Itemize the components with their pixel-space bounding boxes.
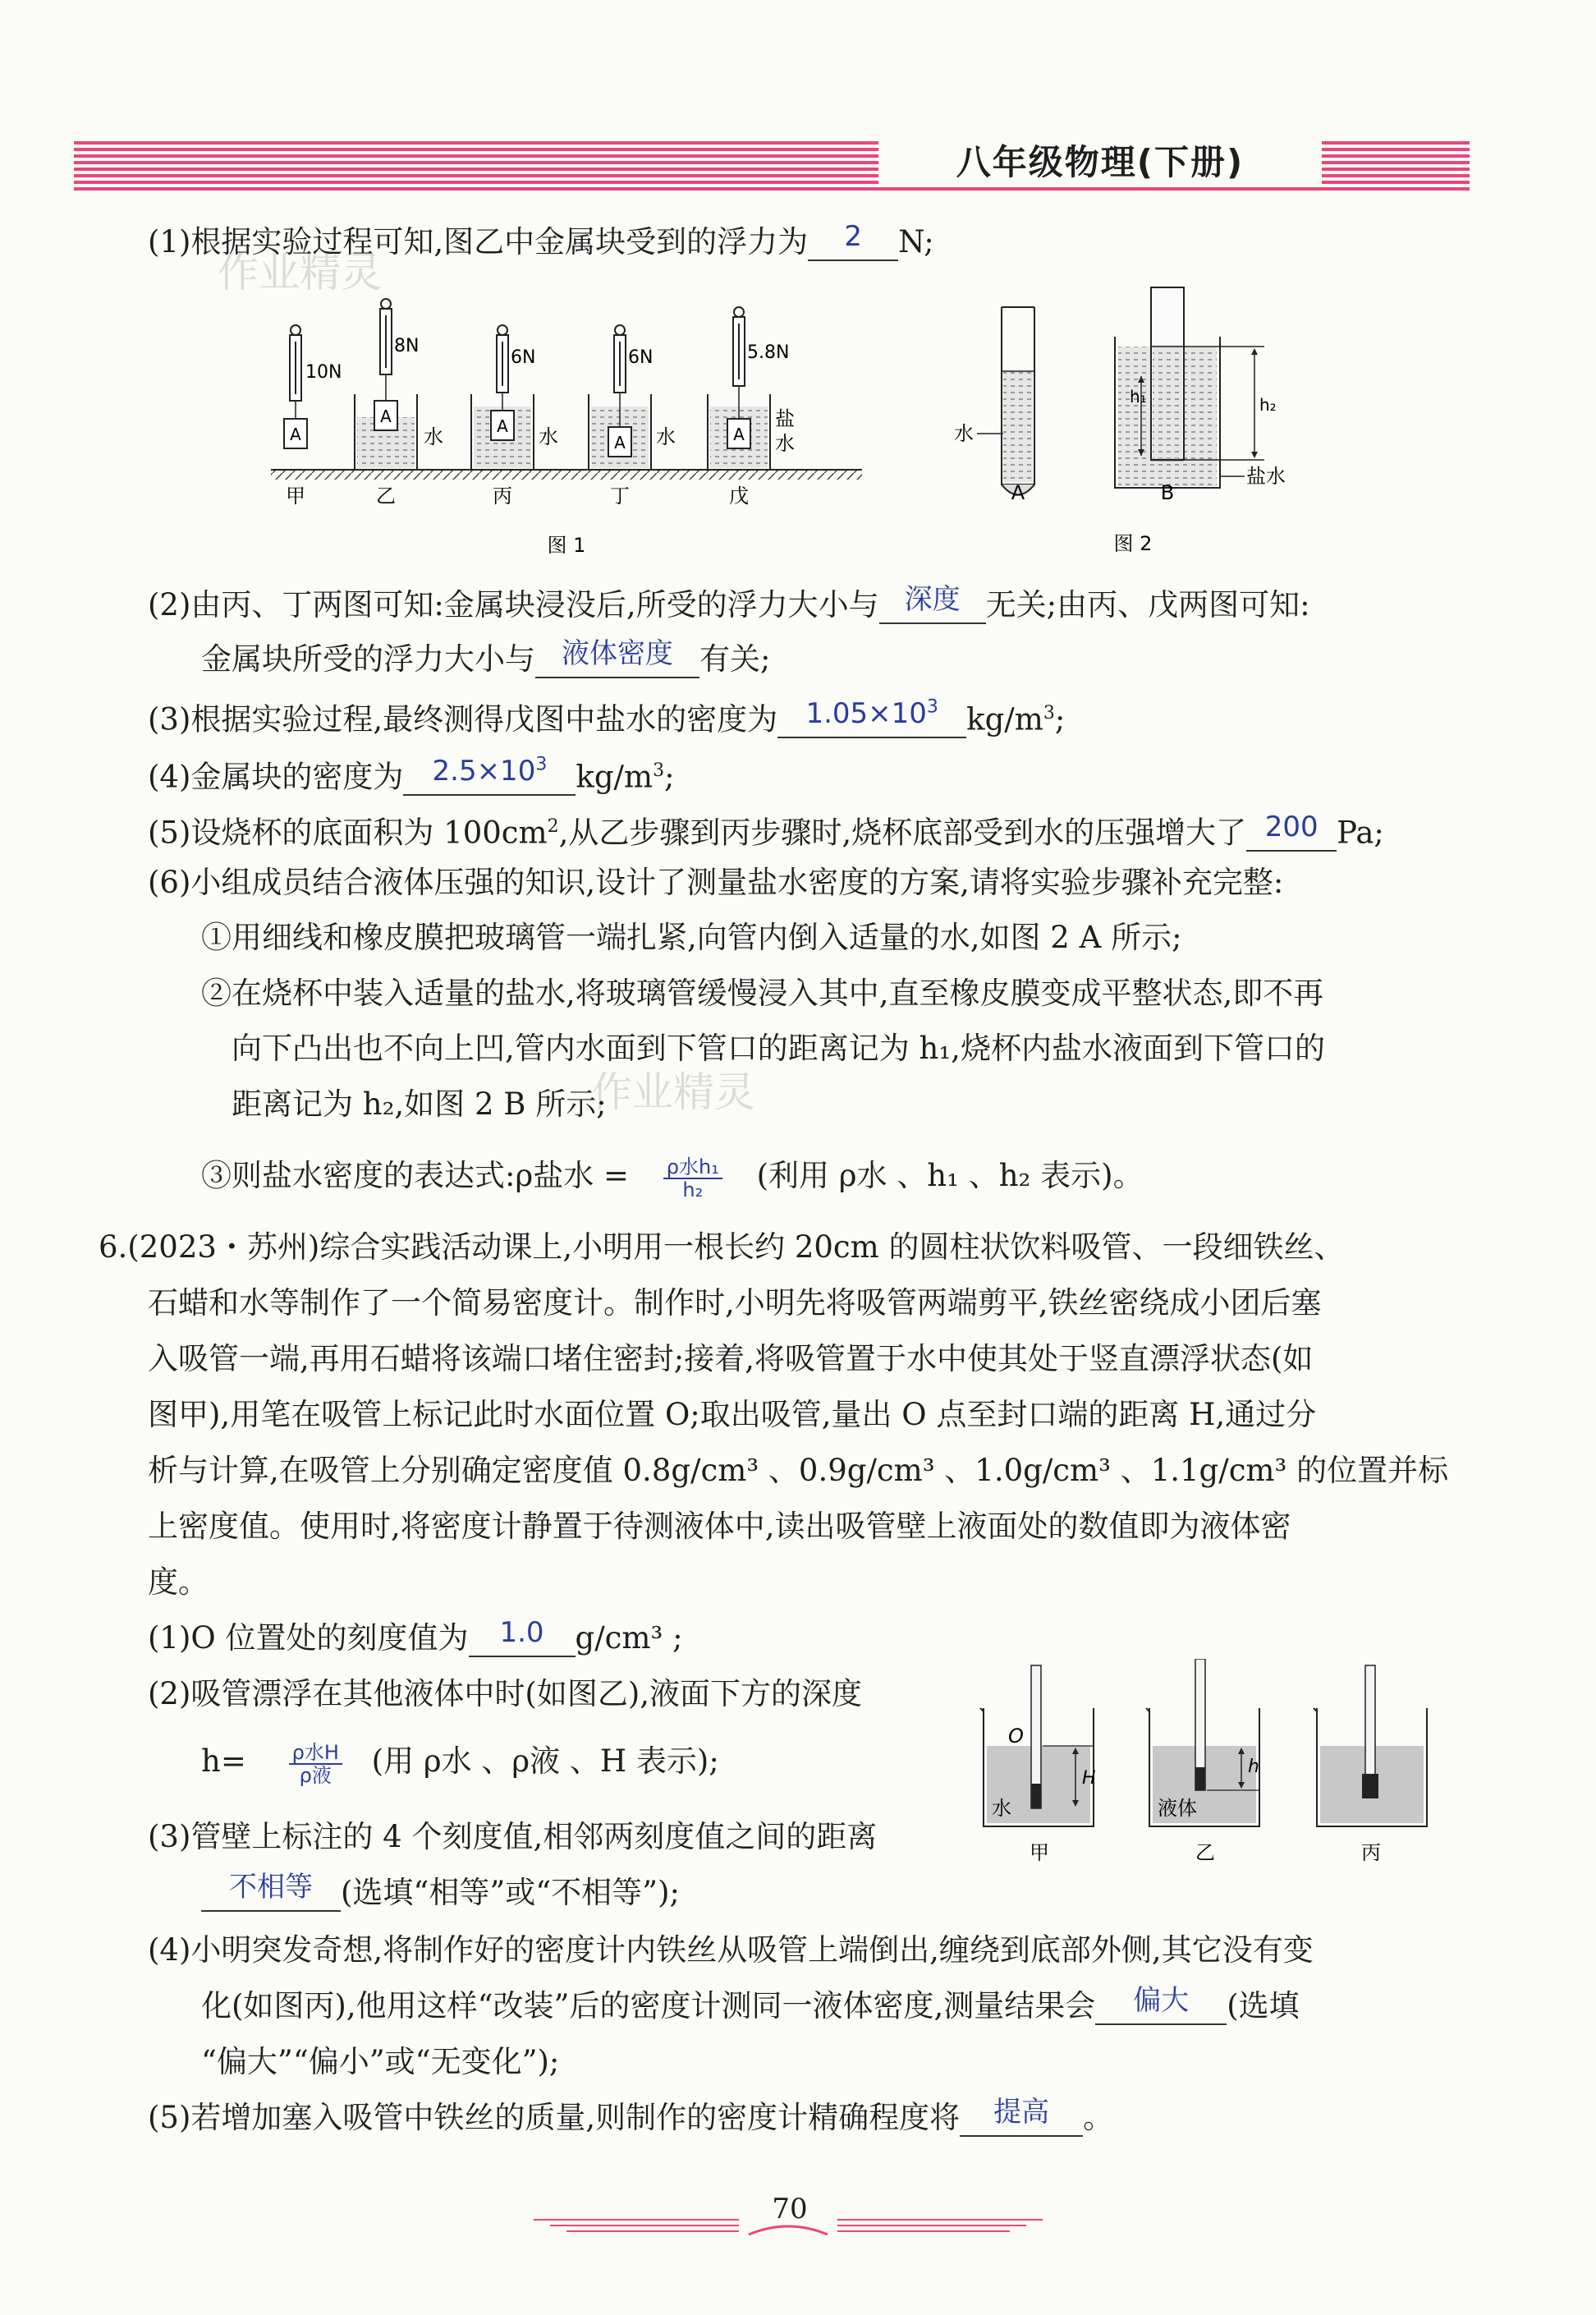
q6-part2-line2: h= $\frac{\text{ρ水H}}{\text{ρ液}}$ (用 ρ水 、ρ液 、H 表示); (201, 1740, 719, 1787)
q5-part5: (5)设烧杯的底面积为 $100cm^2$,从乙步骤到丙步骤时,烧杯底部受到水的压强增大了 200 Pa; (148, 811, 1384, 851)
q5-part2-line1: (2)由丙、丁两图可知:金属块浸没后,所受的浮力大小与 深度 无关;由丙、戊两图可知: (148, 583, 1310, 622)
page-number: 70 (772, 2193, 808, 2225)
q5-part2-answer1: 深度 (904, 583, 961, 616)
fig2-h2-label: h₂ (1259, 395, 1277, 415)
fig2-label-a: A (1011, 481, 1025, 504)
q6-part3-line1: (3)管壁上标注的 4 个刻度值,相邻两刻度值之间的距离 (148, 1819, 878, 1854)
fig1-label-ding: 丁 (610, 485, 630, 508)
q6-fig-jia (980, 1665, 1096, 1864)
watermark-top: 作业精灵 (218, 249, 382, 296)
q5-part4: (4)金属块的密度为 $2.5\times 10^3$ $kg/m^3$; (148, 755, 675, 795)
fig1-liquid-ding: 水 (656, 425, 676, 448)
q5-part2-line2: 金属块所受的浮力大小与 液体密度 有关; (201, 637, 771, 677)
q5-part6-intro: (6)小组成员结合液体压强的知识,设计了测量盐水密度的方案,请将实验步骤补充完整: (148, 865, 1284, 900)
fig2-salt-label: 盐水 (1246, 465, 1286, 488)
q5-part1-answer: 2 (844, 220, 862, 253)
q6-part4-answer: 偏大 (1133, 1984, 1190, 2017)
fig1-liquid-yi: 水 (424, 425, 443, 448)
q6-part2-line1: (2)吸管漂浮在其他液体中时(如图乙),液面下方的深度 (148, 1676, 863, 1711)
q5-part5-answer: 200 (1264, 811, 1319, 844)
q6-line-2: 石蜡和水等制作了一个简易密度计。制作时,小明先将吸管两端剪平,铁丝密绕成小团后塞 (148, 1285, 1322, 1321)
fig1-setup-ding (589, 325, 676, 508)
fig1-reading-bing: 6N (511, 347, 536, 368)
q6-line-6: 上密度值。使用时,将密度计静置于待测液体中,读出吸管壁上液面处的数值即为液体密 (148, 1509, 1291, 1544)
q6-fig-h-small: h (1248, 1757, 1259, 1777)
fig1-label-wu: 戊 (729, 485, 749, 508)
q5-part6-step2b: 向下凸出也不向上凹,管内水面到下管口的距离记为 h₁,烧杯内盐水液面到下管口的 (232, 1031, 1325, 1066)
fig1-liquid-bing: 水 (539, 425, 558, 448)
fig1-reading-wu: 5.8N (747, 342, 790, 363)
q5-part3: (3)根据实验过程,最终测得戊图中盐水的密度为 $1.05\times 10^3$ $kg/m^3$; (148, 697, 1066, 737)
q6-fig-bing (1314, 1665, 1427, 1864)
fig1-block-yi: A (380, 407, 392, 426)
q6-fig-yi (1146, 1659, 1259, 1864)
q6-part4-line3: “偏大”“偏小”或“无变化”); (201, 2044, 560, 2079)
q5-part6-step2a: ②在烧杯中装入适量的盐水,将玻璃管缓慢浸入其中,直至橡皮膜变成平整状态,即不再 (201, 976, 1324, 1011)
q6-part3-line2: 不相等 (选填“相等”或“不相等”); (201, 1871, 680, 1915)
q6-fig-water-label: 水 (992, 1797, 1011, 1820)
q6-part5: (5)若增加塞入吸管中铁丝的质量,则制作的密度计精确程度将 提高 。 (148, 2096, 1114, 2135)
q6-part2-answer: $\frac{\text{ρ水H}}{\text{ρ液}}$ (289, 1742, 342, 1786)
q5-part2-answer2: 液体密度 (562, 637, 673, 670)
fig1-label-bing: 丙 (493, 485, 512, 508)
q6-fig-label-yi: 乙 (1195, 1841, 1215, 1864)
q6-fig-h-big: H (1082, 1768, 1096, 1789)
q6-line-1: 6.(2023・苏州)综合实践活动课上,小明用一根长约 20cm 的圆柱状饮料吸管、一段细铁丝、 (99, 1229, 1345, 1265)
q5-part6-step3: ③则盐水密度的表达式:ρ盐水 = $\frac{\text{ρ水h₁}}{\text{h₂}}$ (利用 ρ水 、h₁ 、h₂ 表示)。 (201, 1155, 1144, 1201)
fig2-h1-label: h₁ (1130, 387, 1147, 407)
q6-fig-label-bing: 丙 (1361, 1841, 1381, 1864)
q5-part6-answer: $\frac{\text{ρ水h₁}}{\text{h₂}}$ (663, 1156, 722, 1201)
fig1-reading-jia: 10N (305, 362, 342, 383)
q5-part4-answer: $2.5\times 10^3$ (432, 755, 548, 788)
fig1-setup-bing (471, 325, 558, 508)
figure-q6 (969, 1659, 1461, 1872)
fig2-beaker-b (1115, 287, 1286, 504)
q6-fig-liquid-label: 液体 (1158, 1797, 1197, 1820)
fig1-liquid-wu-2: 水 (775, 432, 795, 455)
q6-line-7: 度。 (148, 1564, 209, 1600)
q6-part1-answer: 1.0 (499, 1616, 544, 1649)
q6-line-4: 图甲),用笔在吸管上标记此时水面位置 O;取出吸管,量出 O 点至封口端的距离 H,通过分 (148, 1397, 1317, 1432)
fig1-setup-jia (284, 325, 342, 508)
q5-part6-step1: ①用细线和橡皮膜把玻璃管一端扎紧,向管内倒入适量的水,如图 2 A 所示; (201, 920, 1182, 955)
q6-part4-line1: (4)小明突发奇想,将制作好的密度计内铁丝从吸管上端倒出,缠绕到底部外侧,其它没有变 (148, 1932, 1314, 1968)
fig2-tube-a (954, 307, 1034, 504)
fig1-liquid-wu-1: 盐 (775, 407, 795, 430)
fig1-label-yi: 乙 (376, 485, 396, 508)
q6-line-5: 析与计算,在吸管上分别确定密度值 0.8g/cm³ 、0.9g/cm³ 、1.0g/cm³ 、1.1g/cm³ 的位置并标 (148, 1453, 1449, 1488)
figure-1 (263, 296, 862, 558)
fig1-reading-yi: 8N (394, 336, 420, 356)
fig2-water-label: 水 (954, 422, 974, 445)
figure-2 (936, 271, 1322, 567)
fig2-label-b: B (1160, 481, 1175, 504)
fig1-block-jia: A (290, 425, 301, 444)
q6-part5-answer: 提高 (993, 2096, 1050, 2129)
fig1-label-jia: 甲 (286, 485, 305, 508)
fig1-reading-ding: 6N (628, 347, 654, 368)
q6-fig-o-label: O (1008, 1725, 1024, 1748)
q5-part3-answer: $1.05\times 10^3$ (805, 697, 938, 731)
q6-line-3: 入吸管一端,再用石蜡将该端口堵住密封;接着,将吸管置于水中使其处于竖直漂浮状态(如 (148, 1341, 1314, 1376)
q6-part3-answer: 不相等 (229, 1871, 313, 1904)
q6-fig-label-jia: 甲 (1030, 1841, 1049, 1864)
fig1-block-wu: A (733, 425, 745, 444)
figure-1-caption: 图 1 (547, 534, 586, 557)
q6-part4-line2: 化(如图丙),他用这样“改装”后的密度计测同一液体密度,测量结果会 偏大 (选填 (201, 1984, 1300, 2023)
header-title: 八年级物理(下册) (878, 136, 1322, 185)
q6-part1: (1)O 位置处的刻度值为 1.0 g/cm³ ; (148, 1616, 683, 1656)
figure-2-caption: 图 2 (1113, 532, 1153, 555)
q5-part1: (1)根据实验过程可知,图乙中金属块受到的浮力为 2 N; (148, 220, 934, 260)
watermark-middle: 作业精灵 (591, 1068, 755, 1116)
fig1-block-bing: A (497, 416, 508, 436)
q5-part6-step2c: 距离记为 h₂,如图 2 B 所示; (232, 1086, 607, 1122)
fig1-block-ding: A (614, 433, 626, 452)
